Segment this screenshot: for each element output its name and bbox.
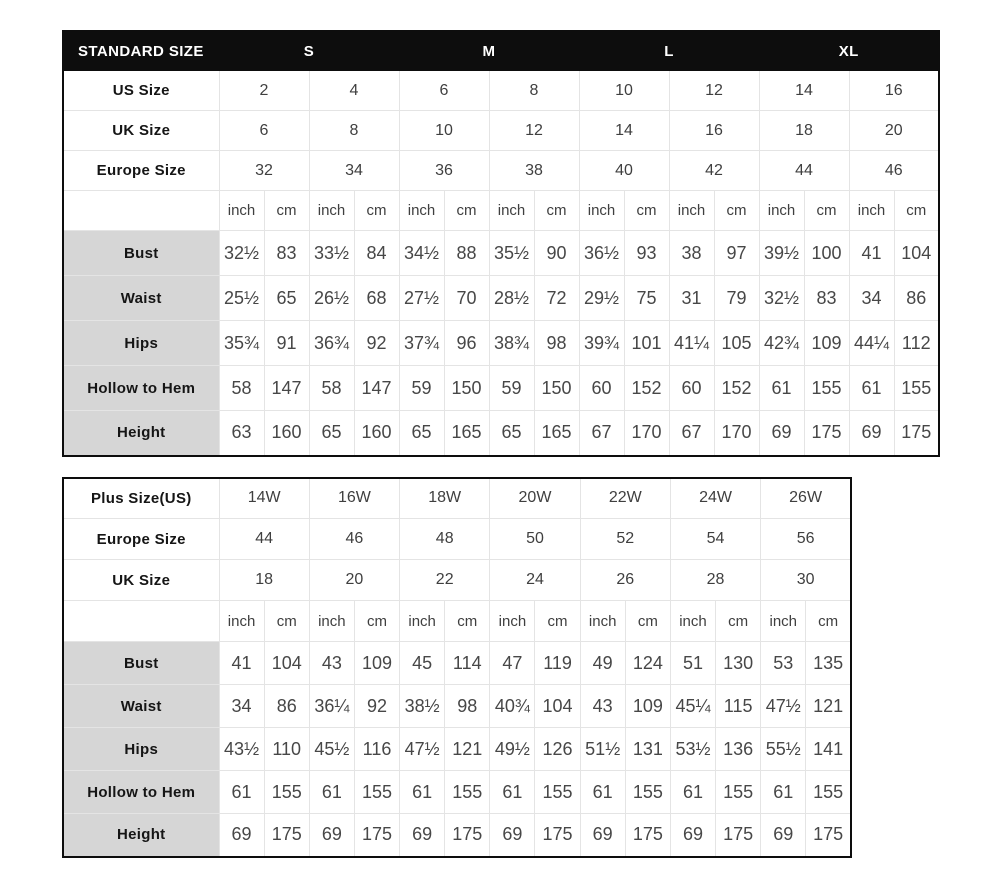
measurement-inch-cell: 34 [219, 685, 264, 728]
measurement-inch-cell: 47½ [400, 728, 445, 771]
measurement-label-cell: Height [63, 814, 219, 857]
measurement-inch-cell: 58 [309, 366, 354, 411]
size-value-cell: 48 [400, 519, 490, 560]
unit-inch-cell: inch [489, 191, 534, 231]
measurement-cm-cell: 150 [534, 366, 579, 411]
measurement-inch-cell: 36½ [579, 231, 624, 276]
measurement-inch-cell: 49½ [490, 728, 535, 771]
measurement-inch-cell: 45 [400, 642, 445, 685]
size-value-cell: 54 [670, 519, 760, 560]
measurement-row [63, 642, 851, 685]
measurement-inch-cell: 37¾ [399, 321, 444, 366]
measurement-cm-cell: 109 [354, 642, 399, 685]
measurement-cm-cell: 175 [716, 814, 761, 857]
measurement-cm-cell: 68 [354, 276, 399, 321]
size-value-cell: 8 [489, 71, 579, 111]
measurement-cm-cell: 152 [714, 366, 759, 411]
measurement-row [63, 366, 939, 411]
size-value-cell: 18W [400, 478, 490, 519]
measurement-label-cell: Bust [63, 642, 219, 685]
size-value-cell: 12 [669, 71, 759, 111]
measurement-inch-cell: 69 [219, 814, 264, 857]
size-value-cell: 44 [219, 519, 309, 560]
measurement-cm-cell: 97 [714, 231, 759, 276]
size-value-cell: 46 [849, 151, 939, 191]
measurement-cm-cell: 155 [445, 771, 490, 814]
measurement-cm-cell: 112 [894, 321, 939, 366]
measurement-inch-cell: 35½ [489, 231, 534, 276]
measurement-cm-cell: 79 [714, 276, 759, 321]
measurement-cm-cell: 155 [354, 771, 399, 814]
measurement-cm-cell: 124 [625, 642, 670, 685]
measurement-inch-cell: 26½ [309, 276, 354, 321]
measurement-inch-cell: 69 [849, 411, 894, 456]
unit-row [63, 191, 939, 231]
unit-inch-cell: inch [400, 601, 445, 642]
size-value-cell: 4 [309, 71, 399, 111]
size-value-cell: 30 [761, 560, 851, 601]
measurement-inch-cell: 58 [219, 366, 264, 411]
size-value-cell: 16 [669, 111, 759, 151]
measurement-inch-cell: 69 [309, 814, 354, 857]
measurement-cm-cell: 165 [534, 411, 579, 456]
measurement-inch-cell: 69 [759, 411, 804, 456]
unit-cm-cell: cm [894, 191, 939, 231]
measurement-row [63, 771, 851, 814]
measurement-cm-cell: 147 [264, 366, 309, 411]
measurement-cm-cell: 65 [264, 276, 309, 321]
unit-row-label-cell [63, 191, 219, 231]
row-label-cell: Europe Size [63, 519, 219, 560]
unit-cm-cell: cm [445, 601, 490, 642]
measurement-inch-cell: 43½ [219, 728, 264, 771]
measurement-inch-cell: 61 [219, 771, 264, 814]
measurement-cm-cell: 135 [806, 642, 851, 685]
measurement-cm-cell: 100 [804, 231, 849, 276]
measurement-cm-cell: 150 [444, 366, 489, 411]
measurement-cm-cell: 98 [534, 321, 579, 366]
measurement-cm-cell: 93 [624, 231, 669, 276]
size-row [63, 151, 939, 191]
measurement-cm-cell: 175 [804, 411, 849, 456]
measurement-cm-cell: 155 [535, 771, 580, 814]
size-row [63, 71, 939, 111]
measurement-inch-cell: 38½ [400, 685, 445, 728]
measurement-inch-cell: 47 [490, 642, 535, 685]
measurement-inch-cell: 59 [399, 366, 444, 411]
measurement-cm-cell: 175 [894, 411, 939, 456]
unit-inch-cell: inch [669, 191, 714, 231]
size-value-cell: 26 [580, 560, 670, 601]
unit-inch-cell: inch [761, 601, 806, 642]
measurement-inch-cell: 61 [761, 771, 806, 814]
measurement-inch-cell: 44¼ [849, 321, 894, 366]
measurement-inch-cell: 43 [309, 642, 354, 685]
measurement-row [63, 728, 851, 771]
measurement-cm-cell: 105 [714, 321, 759, 366]
unit-inch-cell: inch [580, 601, 625, 642]
measurement-inch-cell: 41¼ [669, 321, 714, 366]
size-value-cell: 52 [580, 519, 670, 560]
measurement-cm-cell: 116 [354, 728, 399, 771]
measurement-inch-cell: 65 [489, 411, 534, 456]
measurement-inch-cell: 59 [489, 366, 534, 411]
measurement-inch-cell: 33½ [309, 231, 354, 276]
measurement-cm-cell: 75 [624, 276, 669, 321]
measurement-cm-cell: 155 [806, 771, 851, 814]
size-value-cell: 38 [489, 151, 579, 191]
measurement-cm-cell: 130 [716, 642, 761, 685]
unit-inch-cell: inch [309, 601, 354, 642]
measurement-inch-cell: 35¾ [219, 321, 264, 366]
measurement-cm-cell: 86 [894, 276, 939, 321]
measurement-cm-cell: 121 [445, 728, 490, 771]
size-row [63, 478, 851, 519]
measurement-inch-cell: 40¾ [490, 685, 535, 728]
size-value-cell: 14 [759, 71, 849, 111]
measurement-cm-cell: 88 [444, 231, 489, 276]
measurement-label-cell: Waist [63, 276, 219, 321]
measurement-row [63, 321, 939, 366]
measurement-inch-cell: 65 [399, 411, 444, 456]
measurement-inch-cell: 69 [580, 814, 625, 857]
measurement-row [63, 231, 939, 276]
measurement-inch-cell: 60 [669, 366, 714, 411]
unit-cm-cell: cm [624, 191, 669, 231]
size-value-cell: 10 [399, 111, 489, 151]
measurement-inch-cell: 38 [669, 231, 714, 276]
measurement-inch-cell: 32½ [219, 231, 264, 276]
unit-inch-cell: inch [309, 191, 354, 231]
measurement-cm-cell: 90 [534, 231, 579, 276]
size-value-cell: 28 [670, 560, 760, 601]
measurement-row [63, 814, 851, 857]
measurement-cm-cell: 104 [894, 231, 939, 276]
measurement-cm-cell: 155 [625, 771, 670, 814]
measurement-cm-cell: 115 [716, 685, 761, 728]
measurement-inch-cell: 25½ [219, 276, 264, 321]
size-value-cell: 16 [849, 71, 939, 111]
measurement-cm-cell: 175 [535, 814, 580, 857]
measurement-inch-cell: 38¾ [489, 321, 534, 366]
measurement-cm-cell: 136 [716, 728, 761, 771]
measurement-label-cell: Hips [63, 321, 219, 366]
measurement-inch-cell: 39½ [759, 231, 804, 276]
measurement-inch-cell: 69 [400, 814, 445, 857]
size-row [63, 111, 939, 151]
unit-cm-cell: cm [444, 191, 489, 231]
row-label-cell: UK Size [63, 111, 219, 151]
unit-cm-cell: cm [264, 601, 309, 642]
size-value-cell: 36 [399, 151, 489, 191]
unit-cm-cell: cm [354, 601, 399, 642]
measurement-cm-cell: 175 [354, 814, 399, 857]
plus-size-table [62, 477, 852, 858]
measurement-cm-cell: 98 [445, 685, 490, 728]
measurement-cm-cell: 165 [444, 411, 489, 456]
measurement-cm-cell: 155 [264, 771, 309, 814]
unit-inch-cell: inch [219, 191, 264, 231]
unit-cm-cell: cm [716, 601, 761, 642]
size-value-cell: 22 [400, 560, 490, 601]
measurement-inch-cell: 34 [849, 276, 894, 321]
measurement-cm-cell: 92 [354, 685, 399, 728]
measurement-label-cell: Height [63, 411, 219, 456]
measurement-cm-cell: 91 [264, 321, 309, 366]
size-value-cell: 18 [219, 560, 309, 601]
size-value-cell: 20 [309, 560, 399, 601]
measurement-inch-cell: 51 [670, 642, 715, 685]
size-value-cell: 6 [399, 71, 489, 111]
measurement-label-cell: Waist [63, 685, 219, 728]
measurement-cm-cell: 109 [804, 321, 849, 366]
measurement-cm-cell: 175 [445, 814, 490, 857]
measurement-cm-cell: 160 [354, 411, 399, 456]
size-value-cell: 12 [489, 111, 579, 151]
unit-row-label-cell [63, 601, 219, 642]
table-title-row [63, 31, 939, 71]
unit-cm-cell: cm [264, 191, 309, 231]
unit-cm-cell: cm [534, 191, 579, 231]
unit-cm-cell: cm [714, 191, 759, 231]
size-group-header: S [219, 31, 399, 71]
unit-cm-cell: cm [625, 601, 670, 642]
measurement-inch-cell: 41 [849, 231, 894, 276]
measurement-cm-cell: 86 [264, 685, 309, 728]
measurement-label-cell: Hips [63, 728, 219, 771]
measurement-inch-cell: 67 [579, 411, 624, 456]
measurement-cm-cell: 155 [804, 366, 849, 411]
measurement-cm-cell: 147 [354, 366, 399, 411]
measurement-inch-cell: 39¾ [579, 321, 624, 366]
measurement-inch-cell: 49 [580, 642, 625, 685]
measurement-cm-cell: 104 [264, 642, 309, 685]
measurement-inch-cell: 61 [580, 771, 625, 814]
measurement-cm-cell: 70 [444, 276, 489, 321]
unit-cm-cell: cm [535, 601, 580, 642]
unit-inch-cell: inch [670, 601, 715, 642]
measurement-cm-cell: 141 [806, 728, 851, 771]
measurement-inch-cell: 45½ [309, 728, 354, 771]
size-value-cell: 24W [670, 478, 760, 519]
measurement-inch-cell: 53½ [670, 728, 715, 771]
measurement-inch-cell: 69 [490, 814, 535, 857]
unit-cm-cell: cm [806, 601, 851, 642]
measurement-cm-cell: 170 [714, 411, 759, 456]
size-group-header: XL [759, 31, 939, 71]
size-value-cell: 20 [849, 111, 939, 151]
measurement-cm-cell: 83 [264, 231, 309, 276]
size-value-cell: 16W [309, 478, 399, 519]
measurement-cm-cell: 152 [624, 366, 669, 411]
measurement-cm-cell: 131 [625, 728, 670, 771]
size-value-cell: 46 [309, 519, 399, 560]
measurement-inch-cell: 41 [219, 642, 264, 685]
measurement-cm-cell: 114 [445, 642, 490, 685]
measurement-cm-cell: 104 [535, 685, 580, 728]
measurement-inch-cell: 61 [670, 771, 715, 814]
measurement-row [63, 411, 939, 456]
size-row [63, 560, 851, 601]
unit-inch-cell: inch [219, 601, 264, 642]
measurement-cm-cell: 160 [264, 411, 309, 456]
size-value-cell: 20W [490, 478, 580, 519]
measurement-inch-cell: 69 [761, 814, 806, 857]
measurement-cm-cell: 83 [804, 276, 849, 321]
row-label-cell: Europe Size [63, 151, 219, 191]
size-value-cell: 40 [579, 151, 669, 191]
size-value-cell: 26W [761, 478, 851, 519]
measurement-inch-cell: 34½ [399, 231, 444, 276]
measurement-inch-cell: 29½ [579, 276, 624, 321]
size-value-cell: 10 [579, 71, 669, 111]
measurement-cm-cell: 155 [716, 771, 761, 814]
row-label-cell: UK Size [63, 560, 219, 601]
measurement-inch-cell: 36¼ [309, 685, 354, 728]
measurement-label-cell: Hollow to Hem [63, 771, 219, 814]
measurement-cm-cell: 84 [354, 231, 399, 276]
measurement-label-cell: Bust [63, 231, 219, 276]
measurement-cm-cell: 175 [264, 814, 309, 857]
size-value-cell: 8 [309, 111, 399, 151]
measurement-inch-cell: 65 [309, 411, 354, 456]
measurement-inch-cell: 51½ [580, 728, 625, 771]
measurement-inch-cell: 63 [219, 411, 264, 456]
measurement-inch-cell: 55½ [761, 728, 806, 771]
unit-inch-cell: inch [579, 191, 624, 231]
measurement-inch-cell: 47½ [761, 685, 806, 728]
unit-inch-cell: inch [399, 191, 444, 231]
unit-inch-cell: inch [849, 191, 894, 231]
measurement-cm-cell: 126 [535, 728, 580, 771]
table-title-cell: STANDARD SIZE [63, 31, 219, 71]
size-value-cell: 44 [759, 151, 849, 191]
size-value-cell: 50 [490, 519, 580, 560]
measurement-inch-cell: 32½ [759, 276, 804, 321]
measurement-inch-cell: 42¾ [759, 321, 804, 366]
size-value-cell: 2 [219, 71, 309, 111]
measurement-inch-cell: 61 [490, 771, 535, 814]
measurement-inch-cell: 67 [669, 411, 714, 456]
measurement-inch-cell: 53 [761, 642, 806, 685]
measurement-cm-cell: 119 [535, 642, 580, 685]
measurement-inch-cell: 28½ [489, 276, 534, 321]
unit-row [63, 601, 851, 642]
size-value-cell: 22W [580, 478, 670, 519]
measurement-inch-cell: 45¼ [670, 685, 715, 728]
size-group-header: L [579, 31, 759, 71]
measurement-cm-cell: 110 [264, 728, 309, 771]
size-row [63, 519, 851, 560]
measurement-cm-cell: 175 [806, 814, 851, 857]
measurement-inch-cell: 60 [579, 366, 624, 411]
row-label-cell: Plus Size(US) [63, 478, 219, 519]
measurement-inch-cell: 27½ [399, 276, 444, 321]
unit-inch-cell: inch [759, 191, 804, 231]
size-value-cell: 24 [490, 560, 580, 601]
measurement-cm-cell: 175 [625, 814, 670, 857]
row-label-cell: US Size [63, 71, 219, 111]
size-group-header: M [399, 31, 579, 71]
measurement-cm-cell: 101 [624, 321, 669, 366]
measurement-cm-cell: 170 [624, 411, 669, 456]
measurement-cm-cell: 109 [625, 685, 670, 728]
measurement-inch-cell: 61 [309, 771, 354, 814]
measurement-label-cell: Hollow to Hem [63, 366, 219, 411]
measurement-inch-cell: 61 [759, 366, 804, 411]
size-value-cell: 14W [219, 478, 309, 519]
size-value-cell: 32 [219, 151, 309, 191]
measurement-cm-cell: 92 [354, 321, 399, 366]
measurement-inch-cell: 36¾ [309, 321, 354, 366]
unit-inch-cell: inch [490, 601, 535, 642]
size-value-cell: 42 [669, 151, 759, 191]
measurement-inch-cell: 31 [669, 276, 714, 321]
measurement-cm-cell: 72 [534, 276, 579, 321]
measurement-row [63, 685, 851, 728]
size-value-cell: 18 [759, 111, 849, 151]
standard-size-table [62, 30, 940, 457]
size-value-cell: 34 [309, 151, 399, 191]
measurement-inch-cell: 43 [580, 685, 625, 728]
size-value-cell: 6 [219, 111, 309, 151]
measurement-cm-cell: 121 [806, 685, 851, 728]
measurement-inch-cell: 69 [670, 814, 715, 857]
unit-cm-cell: cm [354, 191, 399, 231]
size-value-cell: 56 [761, 519, 851, 560]
measurement-row [63, 276, 939, 321]
measurement-inch-cell: 61 [849, 366, 894, 411]
measurement-inch-cell: 61 [400, 771, 445, 814]
size-value-cell: 14 [579, 111, 669, 151]
measurement-cm-cell: 155 [894, 366, 939, 411]
unit-cm-cell: cm [804, 191, 849, 231]
measurement-cm-cell: 96 [444, 321, 489, 366]
